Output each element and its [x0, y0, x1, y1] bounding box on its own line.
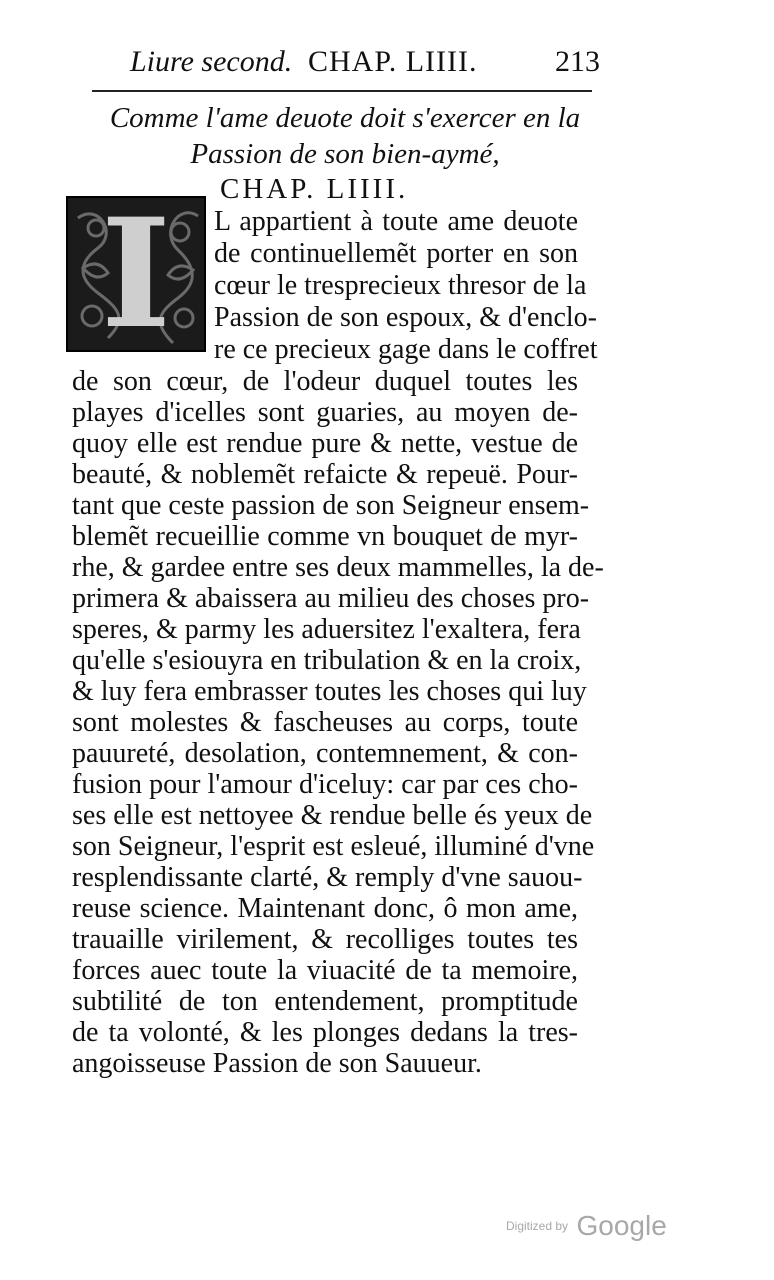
text-line: de ta volonté, & les plonges dedans la tres- [72, 1017, 578, 1048]
text-line: cœur le tresprecieux thresor de la [214, 270, 587, 301]
running-head [130, 38, 600, 86]
text-line: pauureté, desolation, contemnement, & con- [72, 738, 578, 769]
text-line: L appartient à toute ame deuote [214, 206, 578, 237]
text-line: beauté, & noblemẽt refaicte & repeuë. Pour- [72, 459, 578, 490]
text-line: trauaille virilement, & recolliges toutes tes [72, 924, 578, 955]
text-line: son Seigneur, l'esprit est esleué, illuminé d'vne [72, 831, 595, 862]
chapter-heading: CHAP. LIIII. [220, 173, 409, 205]
chapter-title [90, 100, 600, 172]
text-line: & luy fera embrasser toutes les choses qui luy [72, 676, 587, 707]
text-line: angoisseuse Passion de son Sauueur. [72, 1048, 482, 1079]
chapter-title-line: Comme l'ame deuote doit s'exercer en la [109, 102, 581, 134]
text-line: forces auec toute la viuacité de ta memoire, [72, 955, 578, 986]
text-line: qu'elle s'esiouyra en tribulation & en la croix, [72, 645, 582, 676]
watermark-digitized: Digitized by [506, 1219, 569, 1233]
text-line: de son cœur, de l'odeur duquel toutes les [72, 366, 578, 397]
text-line: primera & abaissera au milieu des choses pro- [72, 583, 590, 614]
text-line: resplendissante clarté, & remply d'vne sauou- [72, 862, 583, 893]
running-head-book: Liure second. [130, 45, 293, 78]
text-line: playes d'icelles sont guaries, au moyen de- [72, 397, 578, 428]
text-line: blemẽt recueillie comme vn bouquet de myr- [72, 521, 578, 552]
header-rule [92, 90, 592, 92]
page-number: 213 [555, 45, 600, 78]
text-line: rhe, & gardee entre ses deux mammelles, la de- [72, 552, 604, 583]
text-line: re ce precieux gage dans le coffret [214, 334, 598, 365]
text-line: ses elle est nettoyee & rendue belle és yeux de [72, 800, 593, 831]
running-head-chapter: CHAP. LIIII. [308, 45, 478, 78]
drop-cap-letter: I [100, 196, 172, 352]
text-line: subtilité de ton entendement, promptitude [72, 986, 578, 1017]
text-line: de continuellemẽt porter en son [214, 238, 578, 269]
ornamental-drop-cap [66, 196, 206, 352]
google-watermark [506, 1210, 667, 1250]
text-line: sont molestes & fascheuses au corps, toute [72, 707, 578, 738]
text-line: fusion pour l'amour d'iceluy: car par ces cho- [72, 769, 578, 800]
chapter-title-line: Passion de son bien-aymé, [190, 138, 500, 170]
text-line: Passion de son espoux, & d'enclo- [214, 302, 598, 333]
text-line: tant que ceste passion de son Seigneur ensem- [72, 490, 590, 521]
text-line: quoy elle est rendue pure & nette, vestue de [72, 428, 578, 459]
text-line: speres, & parmy les aduersitez l'exaltera, fera [72, 614, 581, 645]
watermark-google-logo: Google [576, 1210, 667, 1241]
text-line: reuse science. Maintenant donc, ô mon ame, [72, 893, 578, 924]
